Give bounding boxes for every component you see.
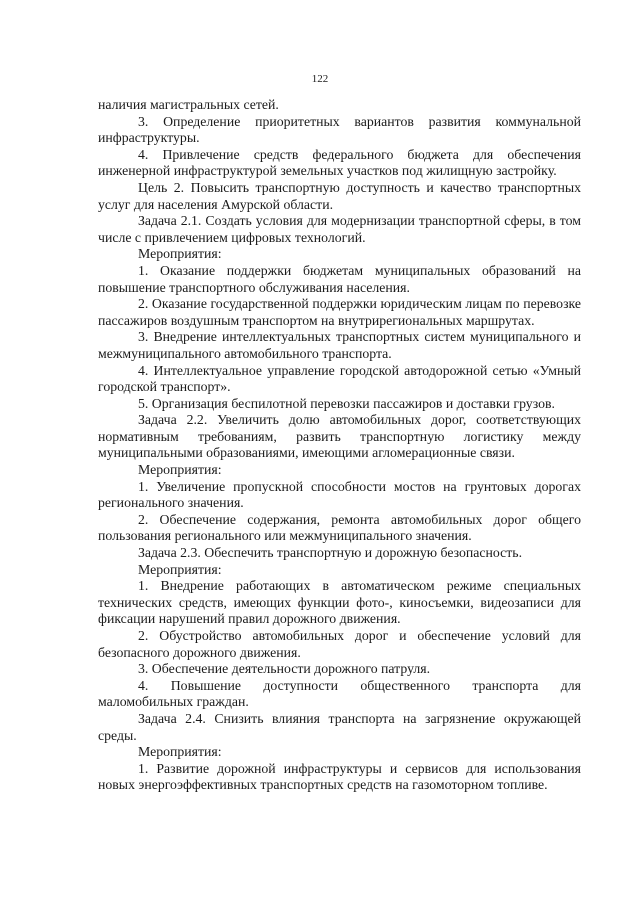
paragraph: 4. Интеллектуальное управление городской автодорожной сетью «Умный городской транспорт». [98, 362, 581, 395]
paragraph: 3. Определение приоритетных вариантов развития коммунальной инфраструктуры. [98, 113, 581, 146]
page-number: 122 [311, 73, 329, 85]
measures-label: Мероприятия: [138, 246, 222, 262]
paragraph: 2. Обеспечение содержания, ремонта автомобильных дорог общего пользования регионального или межмуниципального значения. [98, 511, 581, 544]
task-heading: Задача 2.1. Создать условия для модернизации транспортной сферы, в том числе с привлечением цифровых технологий. [98, 213, 581, 245]
paragraph: 2. Обустройство автомобильных дорог и обеспечение условий для безопасного дорожного движения. [98, 628, 581, 660]
task-heading: Задача 2.2. Увеличить долю автомобильных дорог, соответствующих нормативным требованиям, развить транспортную логистику между муниципальными образованиями, имеющими агломерационные связи. [98, 412, 581, 461]
measures-label: Мероприятия: [138, 561, 222, 577]
paragraph: 5. Организация беспилотной перевозки пассажиров и доставки грузов. [138, 395, 555, 411]
task-heading: Задача 2.3. Обеспечить транспортную и дорожную безопасность. [138, 545, 523, 561]
document-body [98, 97, 581, 794]
paragraph: 1. Оказание поддержки бюджетам муниципальных образований на повышение транспортного обслуживания населения. [98, 262, 581, 295]
paragraph: 3. Обеспечение деятельности дорожного патруля. [138, 661, 431, 677]
goal-heading: Цель 2. Повысить транспортную доступность и качество транспортных услуг для населения Амурской области. [98, 179, 581, 212]
paragraph: 1. Внедрение работающих в автоматическом режиме специальных технических средств, имеющих функции фото-, киносъемки, видеозаписи для фиксации нарушений правил дорожного движения. [98, 578, 581, 627]
paragraph: 1. Увеличение пропускной способности мостов на грунтовых дорогах регионального значения. [98, 478, 581, 511]
paragraph: 4. Привлечение средств федерального бюджета для обеспечения инженерной инфраструктурой земельных участков под жилищную застройку. [98, 146, 581, 179]
task-heading: Задача 2.4. Снизить влияния транспорта на загрязнение окружающей среды. [98, 710, 581, 743]
measures-label: Мероприятия: [138, 744, 222, 760]
measures-label: Мероприятия: [138, 462, 222, 478]
paragraph: 2. Оказание государственной поддержки юридическим лицам по перевозке пассажиров воздушным транспортом на внутрирегиональных маршрутах. [98, 296, 581, 328]
paragraph: 1. Развитие дорожной инфраструктуры и сервисов для использования новых энергоэффективных транспортных средств на газомоторном топливе. [98, 760, 581, 793]
paragraph: наличия магистральных сетей. [98, 97, 279, 112]
paragraph: 4. Повышение доступности общественного транспорта для маломобильных граждан. [98, 677, 581, 710]
paragraph: 3. Внедрение интеллектуальных транспортных систем муниципального и межмуниципального автомобильного транспорта. [98, 329, 581, 361]
